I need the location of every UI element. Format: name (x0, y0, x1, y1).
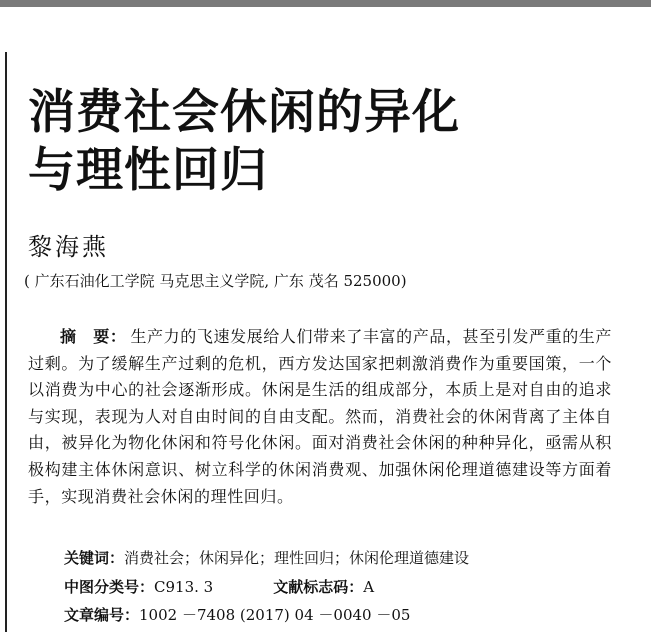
document-code-value: A (363, 578, 375, 596)
abstract-label: 摘 要： (60, 327, 127, 346)
abstract-text: 生产力的飞速发展给人们带来了丰富的产品，甚至引发严重的生产过剩。为了缓解生产过剩的危机，西方发达国家把刺激消费作为重要国策，一个以消费为中心的社会逐渐形成。休闲是生活的组成部分，本质上是对自由的追求与实现，表现为人对自由时间的自由支配。然而，消费社会的休闲背离了主体自由，被异化为物化休闲和符号化休闲。面对消费社会休闲的种种异化，亟需从积极构建主体休闲意识、树立科学的休闲消费观、加强休闲伦理道德建设等方面着手，实现消费社会休闲的理性回归。 (28, 327, 613, 506)
article-number-line (64, 605, 410, 625)
abstract (28, 324, 612, 510)
document-code-label: 文献标志码： (273, 578, 364, 596)
author-name: 黎海燕 (28, 233, 109, 261)
classification-label: 中图分类号： (64, 578, 155, 596)
article-number-label: 文章编号： (64, 606, 140, 624)
classification-value: C913. 3 (154, 578, 214, 596)
author-affiliation: ( 广东石油化工学院 马克思主义学院, 广东 茂名 525000) (24, 272, 407, 290)
article-title (28, 84, 460, 200)
keywords-value: 消费社会；休闲异化；理性回归；休闲伦理道德建设 (124, 549, 470, 567)
article-number-value: 1002 －7408 (2017) 04 －0040 －05 (139, 606, 411, 624)
article-title-line-2: 与理性回归 (28, 143, 268, 198)
keywords (64, 548, 469, 568)
top-rule (0, 0, 651, 7)
left-margin-rule (5, 52, 7, 632)
article-title-line-1: 消费社会休闲的异化 (28, 85, 460, 140)
classification-line (64, 577, 374, 597)
keywords-label: 关键词： (64, 549, 125, 567)
